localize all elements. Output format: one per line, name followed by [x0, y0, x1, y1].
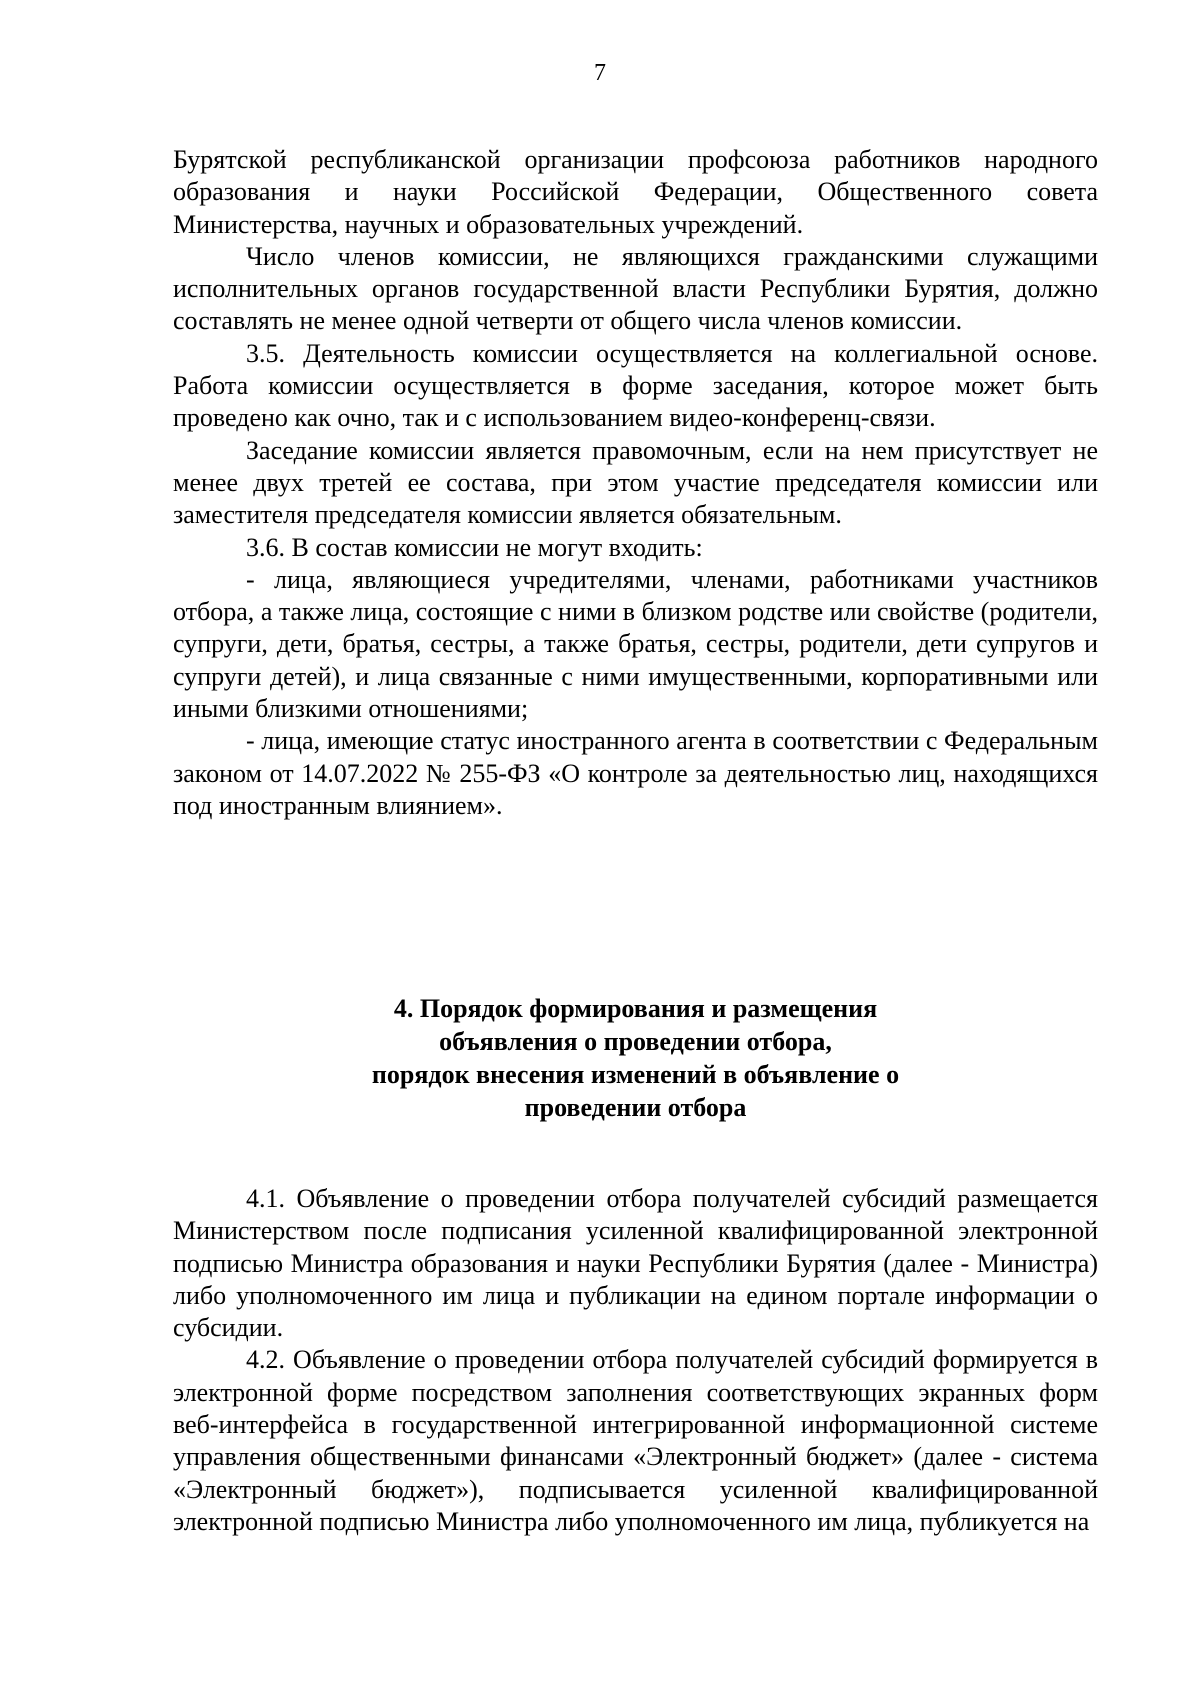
heading-line: порядок внесения изменений в объявление о [371, 1060, 900, 1089]
paragraph-3-5: 3.5. Деятельность комиссии осуществляется на коллегиальной основе. Работа комиссии осуществляется в форме заседания, которое может быть проведено как очно, так и с использованием видео-конференц-связи. [173, 338, 1098, 433]
heading-line: объявления о проведении отбора, [439, 1027, 832, 1056]
list-item-founders: - лица, являющиеся учредителями, членами, работниками участников отбора, а также лица, состоящие с ними в близком родстве или свойстве (родители, супруги, дети, братья, сестры, а также братья, сестры, родители, дети супругов и супруги детей), и лица связанные с ними имущественными, корпоративными или иными близкими отношениями; [173, 564, 1098, 724]
paragraph-4-1: 4.1. Объявление о проведении отбора получателей субсидий размещается Министерством после подписания усиленной квалифицированной электронной подписью Министра образования и науки Республики Бурятия (далее - Министра) либо уполномоченного им лица и публикации на едином портале информации о субсидии. [173, 1184, 1098, 1343]
paragraph-4-2: 4.2. Объявление о проведении отбора получателей субсидий формируется в электронной форме посредством заполнения соответствующих экранных форм веб-интерфейса в государственной интегрированной информационной системе управления общественными финансами «Электронный бюджет» (далее - система «Электронный бюджет»), подписывается усиленной квалифицированной электронной подписью Министра либо уполномоченного им лица, публикуется на [173, 1345, 1098, 1536]
paragraph-continuation: Бурятской республиканской организации профсоюза работников народного образования и науки Российской Федерации, Общественного совета Министерства, научных и образовательных учреждений. [173, 145, 1098, 239]
paragraph-members-count: Число членов комиссии, не являющихся гражданскими служащими исполнительных органов государственной власти Республики Бурятия, должно составлять не менее одной четверти от общего числа членов комиссии. [173, 241, 1098, 336]
heading-line: проведении отбора [524, 1093, 747, 1122]
section-4-text [173, 1183, 1098, 1538]
heading-line: 4. Порядок формирования и размещения [393, 994, 878, 1023]
page-number: 7 [594, 60, 606, 86]
section-4-heading [173, 992, 1098, 1124]
paragraph-3-6: 3.6. В состав комиссии не могут входить: [246, 532, 703, 562]
list-item-foreign-agents: - лица, имеющие статус иностранного агента в соответствии с Федеральным законом от 14.07.2022 № 255-ФЗ «О контроле за деятельностью лиц, находящихся под иностранным влиянием». [173, 726, 1098, 820]
paragraph-quorum: Заседание комиссии является правомочным, если на нем присутствует не менее двух третей ее состава, при этом участие председателя комиссии или заместителя председателя комиссии является обязательным. [173, 435, 1098, 530]
section-3-text [173, 144, 1098, 822]
